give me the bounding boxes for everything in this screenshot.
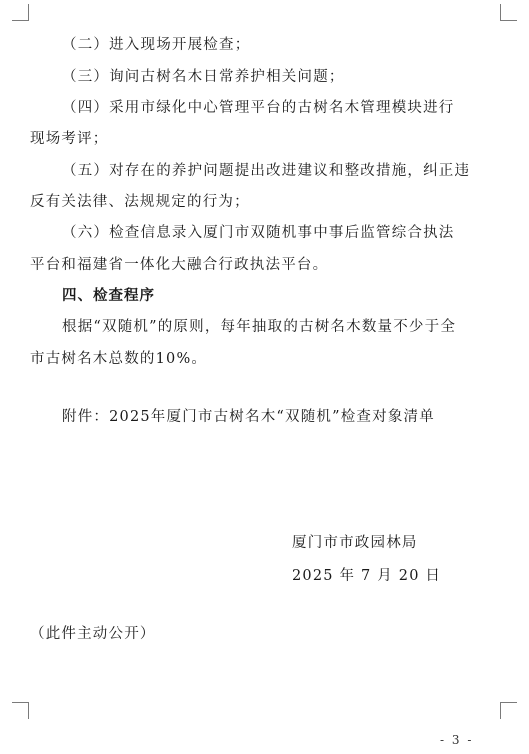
section-heading-procedure: 四、检查程序 [62,288,155,304]
signature-organization: 厦门市市政园林局 [292,535,418,551]
item-6-line1: （六）检查信息录入厦门市双随机事中事后监管综合执法 [62,225,455,241]
crop-mark-bottom-left [12,702,29,719]
crop-mark-top-right [500,4,517,21]
attachment-line: 附件：2025年厦门市古树名木“双随机”检查对象清单 [62,409,435,425]
item-4-line1: （四）采用市绿化中心管理平台的古树名木管理模块进行 [62,100,455,116]
procedure-paragraph-line2: 市古树名木总数的10%。 [30,351,208,367]
item-5-line2: 反有关法律、法规规定的行为； [30,194,250,210]
item-4-line2: 现场考评； [30,131,109,147]
page-number: - 3 - [440,733,474,747]
item-5-line1: （五）对存在的养护问题提出改进建议和整改措施，纠正违 [62,163,471,179]
crop-mark-bottom-right [500,702,517,719]
procedure-paragraph-line1: 根据“双随机”的原则，每年抽取的古树名木数量不少于全 [62,319,457,335]
crop-mark-top-left [12,4,29,21]
item-2: （二）进入现场开展检查； [62,37,251,53]
disclosure-note: （此件主动公开） [30,626,156,642]
item-6-line2: 平台和福建省一体化大融合行政执法平台。 [30,257,329,273]
item-3: （三）询问古树名木日常养护相关问题； [62,69,345,85]
signature-date: 2025 年 7 月 20 日 [292,568,442,584]
